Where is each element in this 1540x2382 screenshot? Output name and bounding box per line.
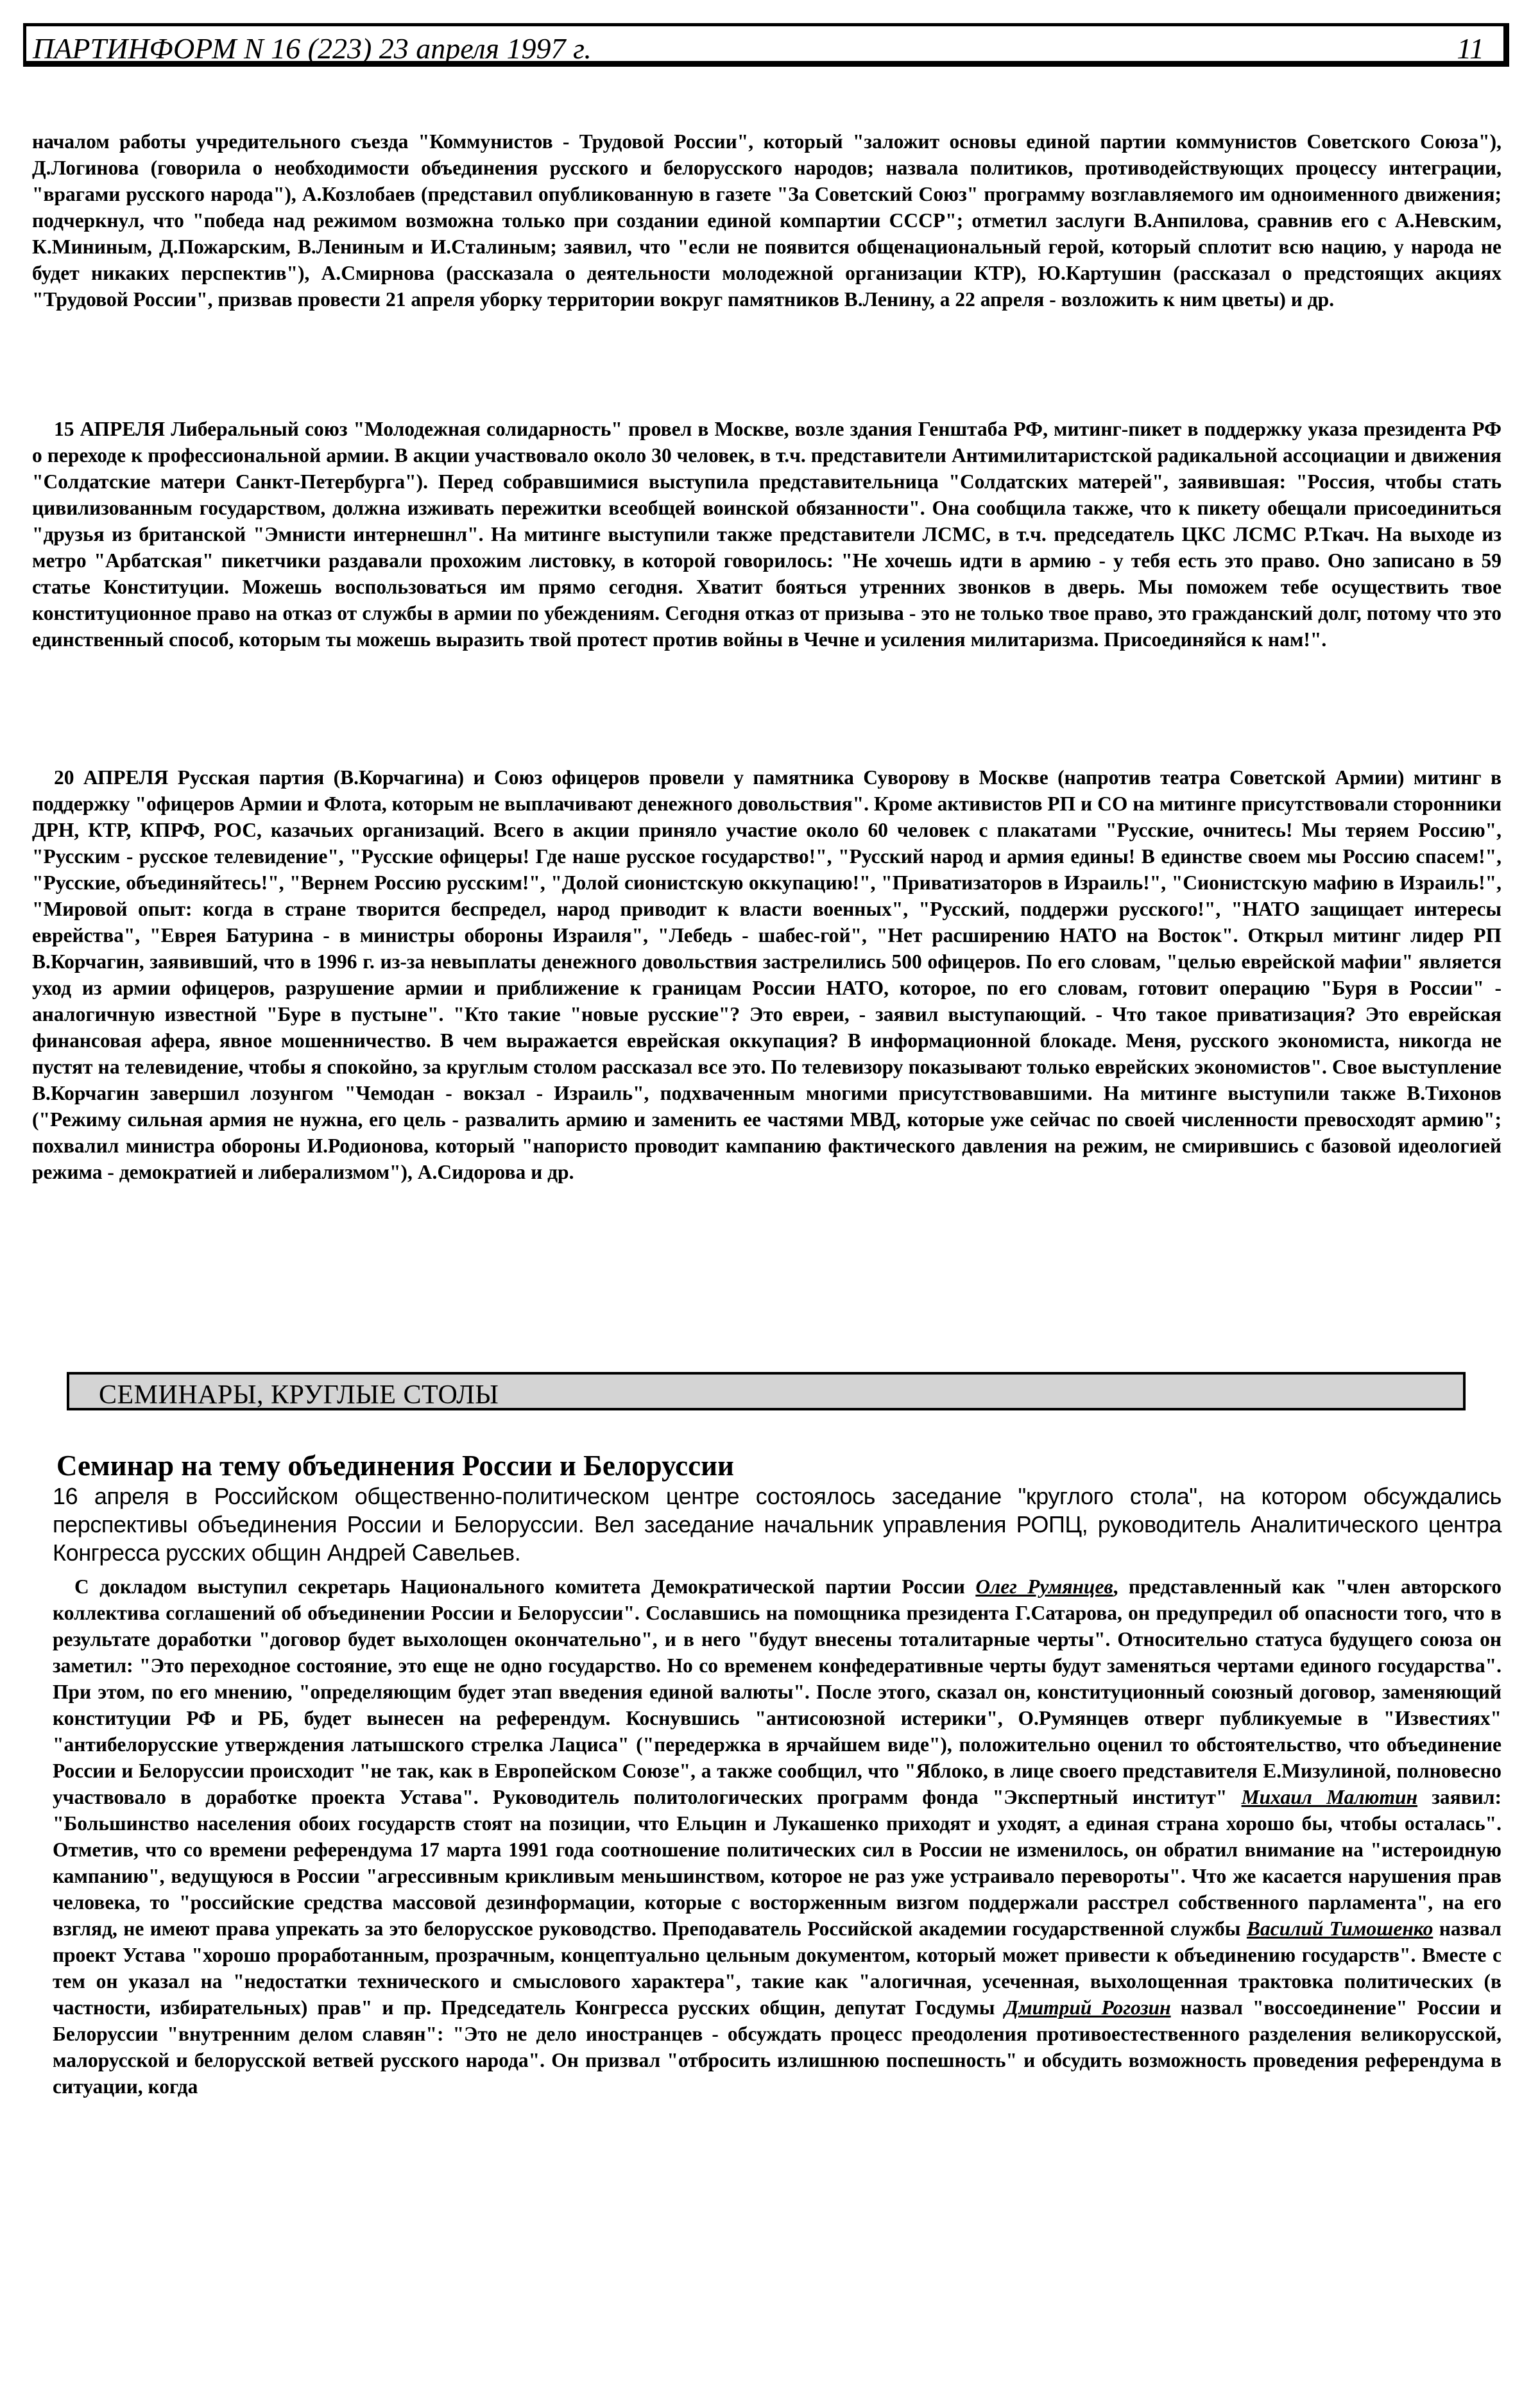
paragraph-text: 20 АПРЕЛЯ Русская партия (В.Корчагина) и Союз офицеров провели у памятника Суворову в Москве (напротив театра Советской Армии) митинг в поддержку "офицеров Армии и Флота, которым не выплачивают денежного довольствия". Кроме активистов РП и СО на митинге присутствовали сторонники ДРН, КТР, КПРФ, РОС, казачьих организаций. Всего в акции приняло участие около 60 человек с плакатами "Русские, очнитесь! Мы теряем Россию", "Русским - русское телевидение", "Русские офицеры! Где наше русское государство!", "Русский народ и армия едины! В единстве своем мы Россию спасем!", "Русские, объединяйтесь!", "Вернем Россию русским!", "Долой сионистскую оккупацию!", "Приватизаторов в Израиль!", "Сионистскую мафию в Израиль!", "Мировой опыт: когда в стране творится беспредел, народ приводит к власти военных", "Русский, поддержи русского!", "НАТО защищает интересы еврейства", "Еврея Батурина - в министры обороны Израиля", "Лебедь - шабес-гой", "Нет расширению НАТО на Восток". Открыл митинг лидер РП В.Корчагин, заявивший, что в 1996 г. из-за невыплаты денежного довольствия застрелились 500 офицеров. По его словам, "целью еврейской мафии" является уход из армии офицеров, разрушение армии и приближение к границам России НАТО, которое, по его словам, готовит операцию "Буря в России" - аналогичную известной "Буре в пустыне". "Кто такие "новые русские"? Это евреи, - заявил выступающий. - Что такое приватизация? Это еврейская финансовая афера, явное мошенничество. В чем выражается еврейская оккупация? В информационной блокаде. Меня, русского экономиста, никогда не пустят на телевидение, чтобы я спокойно, за круглым столом рассказал все это. По телевизору показывают только еврейских экономистов". Свое выступление В.Корчагин завершил лозунгом "Чемодан - вокзал - Израиль", подхваченным многими присутствовавшими. На митинге выступили также В.Тихонов ("Режиму сильная армия не нужна, его цель - развалить армию и заменить ее частями МВД, которые уже сейчас по своей численности превосходят армию"; похвалил министра обороны И.Родионова, который "напористо проводит кампанию фактического давления на режим, не смирившись с базовой идеологией режима - демократией и либерализмом"), А.Сидорова и др. [32,766,1502,1183]
paragraph-april-15 [32,416,1502,653]
paragraph-april-20 [32,764,1502,1185]
page-header [23,23,1509,67]
article-lead: 16 апреля в Российском общественно-политическом центре состоялось заседание "круглого стола", на котором обсуждались перспективы объединения России и Белоруссии. Вел заседание начальник управления РОПЦ, руководитель Аналитического центра Конгресса русских общин Андрей Савельев. [53,1483,1502,1566]
publication-title: ПАРТИНФОРМ N 16 (223) 23 апреля 1997 г. [33,32,592,65]
speaker-name-link[interactable]: Олег Румянцев [975,1575,1113,1598]
body-text: С докладом выступил секретарь Национального комитета Демократической партии России [74,1575,976,1598]
section-heading-bar [67,1372,1466,1410]
body-text: заявил: "Большинство населения обоих государств стоят на позиции, что Ельцин и Лукашенко приходят и уходят, а единая страна хорошо бы, чтобы осталась". Отметив, что со времени референдума 17 марта 1991 года соотношение политических сил в России не изменилось, он обратил внимание на "истероидную кампанию", ведущуюся в России "агрессивным крикливым меньшинством, которое не раз уже устраивало перевороты". Что же касается нарушения прав человека, то "российские средства массовой дезинформации, которые с восторженным визгом поддержали расстрел собственного парламента", на его взгляд, не имеют права упрекать за это белорусское руководство. Преподаватель Российской академии государственной службы [53,1786,1502,1940]
speaker-name-link[interactable]: Василий Тимошенко [1246,1917,1433,1940]
body-text: , представленный как "член авторского коллектива соглашений об объединении России и Белоруссии". Сославшись на помощника президента Г.Сатарова, он предупредил об опасности того, что в результате доработки "договор будет выхолощен окончательно", и в него "будут внесены тоталитарные черты". Относительно статуса будущего союза он заметил: "Это переходное состояние, это еще не одно государство. Но со временем конфедеративные черты будут заменяться чертами единого государства". При этом, по его мнению, "определяющим будет этап введения единой валюты". После этого, сказал он, конституционный союзный договор, заменяющий конституции РФ и РБ, будет вынесен на референдум. Коснувшись "антисоюзной истерики", О.Румянцев отверг публикуемые в "Известиях" "антибелорусские утверждения латышского стрелка Лациса" ("передержка в ярчайшем виде"), положительно оценил то обстоятельство, что объединение России и Белоруссии происходит "не так, как в Европейском Союзе", а также сообщил, что "Яблоко, в лице своего представителя Е.Мизулиной, полновесно участвовало в доработке проекта Устава". Руководитель политологических программ фонда "Экспертный институт" [53,1575,1502,1808]
body-text: назвал проект Устава "хорошо проработанным, прозрачным, концептуально цельным документом, который может привести к объединению государств". Вместе с тем он указал на "недостатки технического и смыслового характера", такие как "алогичная, усеченная, выхолощенная трактовка политических (в частности, избирательных) прав" и пр. Председатель Конгресса русских общин, депутат Госдумы [53,1917,1502,2019]
speaker-name-link[interactable]: Михаил Малютин [1241,1786,1418,1808]
article-body-text [53,1573,1502,2100]
section-heading: СЕМИНАРЫ, КРУГЛЫЕ СТОЛЫ [99,1380,499,1410]
speaker-name-link[interactable]: Дмитрий Рогозин [1004,1996,1171,2019]
paragraph-text: 15 АПРЕЛЯ Либеральный союз "Молодежная солидарность" провел в Москве, возле здания Генштаба РФ, митинг-пикет в поддержку указа президента РФ о переходе к профессиональной армии. В акции участвовало около 30 человек, в т.ч. представители Антимилитаристской радикальной ассоциации и движения "Солдатские матери Санкт-Петербурга"). Перед собравшимися выступила представительница "Солдатских матерей", заявившая: "Россия, чтобы стать цивилизованным государством, должна изживать пережитки всеобщей воинской обязанности". Она сообщила также, что к пикету обещали присоединиться "друзья из британской "Эмнисти интернешнл". На митинге выступили также представители ЛСМС, в т.ч. председатель ЦКС ЛСМС Р.Ткач. На выходе из метро "Арбатская" пикетчики раздавали прохожим листовку, в которой говорилось: "Не хочешь идти в армию - у тебя есть это право. Оно записано в 59 статье Конституции. Можешь воспользоваться им прямо сегодня. Хватит бояться утренних звонков в дверь. Мы поможем тебе осуществить твое конституционное право на отказ от службы в армии по убеждениям. Сегодня отказ от призыва - это не только твое право, это гражданский долг, потому что это единственный способ, которым ты можешь выразить твой протест против войны в Чечне и усиления милитаризма. Присоединяйся к нам!". [32,418,1502,651]
article-title: Семинар на тему объединения России и Белоруссии [56,1450,734,1482]
article-body [53,1573,1502,2100]
body-text: назвал "воссоединение" России и Белоруссии "внутренним делом славян": "Это не дело иностранцев - обсуждать процесс преодоления противоестественного разделения великорусской, малорусской и белорусской ветвей русского народа". Он призвал "отбросить излишнюю поспешность" и обсудить возможность проведения референдума в ситуации, когда [53,1996,1502,2098]
paragraph-continued [32,128,1502,313]
paragraph-text: началом работы учредительного съезда "Коммунистов - Трудовой России", который "заложит основы единой партии коммунистов Советского Союза"), Д.Логинова (говорила о необходимости объединения русского и белорусского народов; назвала политиков, противодействующих процессу интеграции, "врагами русского народа"), А.Козлобаев (представил опубликованную в газете "За Советский Союз" программу возглавляемого им одноименного движения; подчеркнул, что "победа над режимом возможна только при создании единой компартии СССР"; отметил заслуги В.Анпилова, сравнив его с А.Невским, К.Мининым, Д.Пожарским, В.Лениным и И.Сталиным; заявил, что "если не появится общенациональный герой, который сплотит всю нацию, у народа не будет никаких перспектив"), А.Смирнова (рассказала о деятельности молодежной организации КТР), Ю.Картушин (рассказал о предстоящих акциях "Трудовой России", призвав провести 21 апреля уборку территории вокруг памятников В.Ленину, а 22 апреля - возложить к ним цветы) и др. [32,130,1502,311]
page-number: 11 [1457,32,1484,65]
